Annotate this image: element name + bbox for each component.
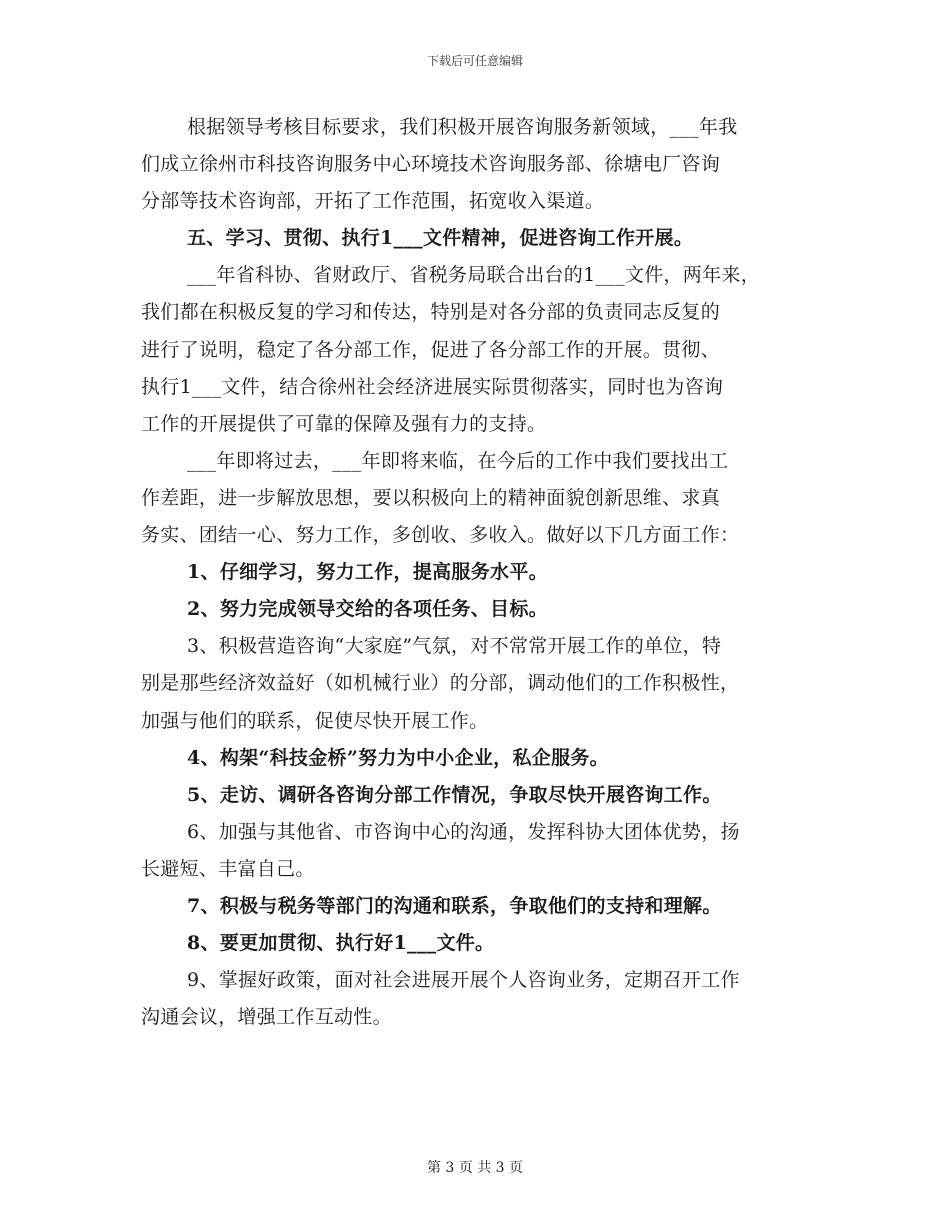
text-line: 别是那些经济效益好（如机械行业）的分部，调动他们的工作积极性， — [141, 672, 740, 695]
text-line: 作差距，进一步解放思想，要以积极向上的精神面貌创新思维、求真 — [141, 486, 721, 509]
list-item: 8、要更加贯彻、执行好1___文件。 — [187, 932, 495, 955]
text-line: 执行1___文件，结合徐州社会经济进展实际贯彻落实，同时也为咨询 — [141, 375, 724, 398]
page-header: 下载后可任意编辑 — [426, 54, 523, 68]
list-item: 6、加强与其他省、市咨询中心的沟通，发挥科协大团体优势，扬 — [187, 820, 740, 843]
text-line: 沟通会议，增强工作互动性。 — [141, 1006, 392, 1029]
section-heading: 五、学习、贯彻、执行1___文件精神，促进咨询工作开展。 — [187, 227, 694, 250]
text-line: 工作的开展提供了可靠的保障及强有力的支持。 — [141, 412, 547, 435]
list-item: 1、仔细学习，努力工作，提高服务水平。 — [187, 561, 548, 584]
document-body — [141, 109, 821, 1036]
page-footer: 第 3 页 共 3 页 — [426, 1160, 524, 1176]
text-line: 长避短、丰富自己。 — [141, 857, 315, 880]
text-line: ___年省科协、省财政厅、省税务局联合出台的1___文件，两年来， — [187, 264, 760, 287]
text-line: 分部等技术咨询部，开拓了工作范围，拓宽收入渠道。 — [141, 190, 605, 213]
list-item: 4、构架“科技金桥”努力为中小企业，私企服务。 — [187, 746, 609, 769]
text-line: 我们都在积极反复的学习和传达，特别是对各分部的负责同志反复的 — [141, 301, 721, 324]
list-item: 5、走访、调研各咨询分部工作情况，争取尽快开展咨询工作。 — [187, 783, 722, 806]
text-line: 加强与他们的联系，促使尽快开展工作。 — [141, 709, 489, 732]
text-line: 进行了说明，稳定了各分部工作，促进了各分部工作的开展。贯彻、 — [141, 338, 721, 361]
text-line: 根据领导考核目标要求，我们积极开展咨询服务新领域，___年我 — [187, 116, 738, 138]
list-item: 2、努力完成领导交给的各项任务、目标。 — [187, 598, 548, 621]
text-line: ___年即将过去，___年即将来临，在今后的工作中我们要找出工 — [187, 449, 729, 472]
list-item: 9、掌握好政策，面对社会进展开展个人咨询业务，定期召开工作 — [187, 969, 740, 992]
list-item: 7、积极与税务等部门的沟通和联系，争取他们的支持和理解。 — [187, 894, 722, 917]
text-line: 务实、团结一心、努力工作，多创收、多收入。做好以下几方面工作： — [141, 524, 740, 547]
list-item: 3、积极营造咨询“大家庭”气氛，对不常常开展工作的单位，特 — [187, 635, 722, 658]
text-line: 们成立徐州市科技咨询服务中心环境技术咨询服务部、徐塘电厂咨询 — [141, 153, 721, 176]
